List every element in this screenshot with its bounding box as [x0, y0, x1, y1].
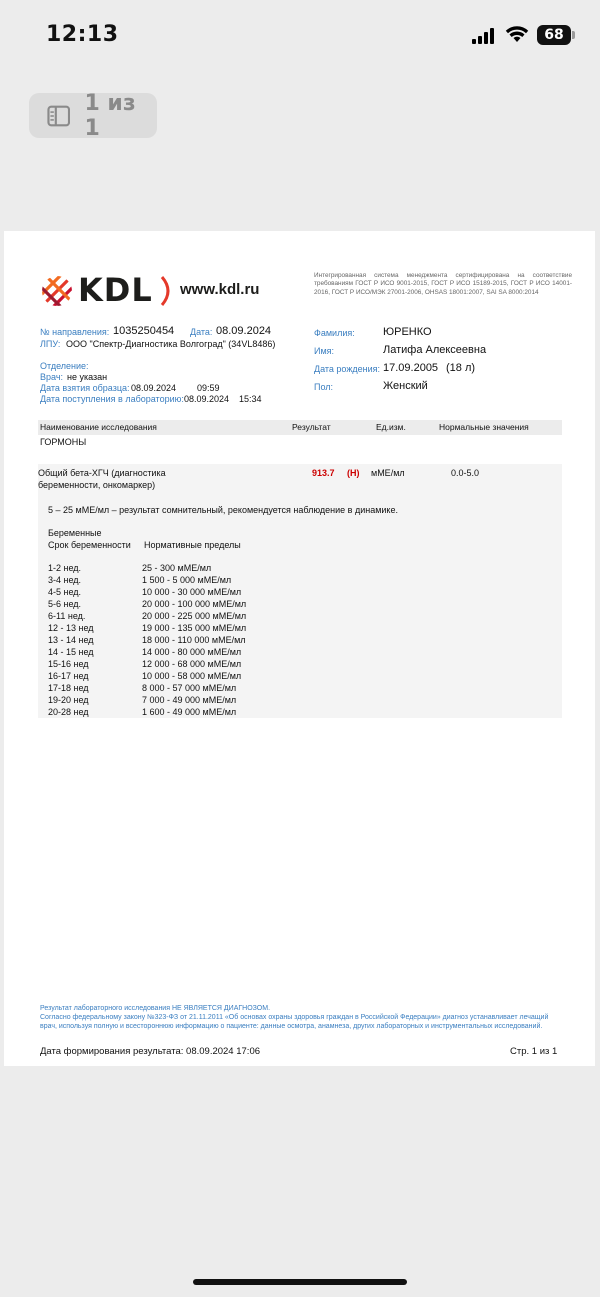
- lab-date-value: 08.09.2024: [184, 394, 230, 404]
- sample-time-value: 09:59: [197, 383, 220, 393]
- results-table-header: [38, 420, 562, 435]
- sex-label: Пол:: [314, 382, 334, 392]
- range-value: 14 000 - 80 000 мМЕ/мл: [142, 647, 242, 657]
- lab-time-value: 15:34: [239, 394, 262, 404]
- range-term: 16-17 нед: [48, 671, 89, 681]
- disclaimer: [40, 1004, 566, 1031]
- result-value: 913.7: [312, 468, 335, 478]
- test-name-line2: беременности, онкомаркер): [38, 480, 156, 490]
- birth-date-label: Дата рождения:: [314, 364, 380, 374]
- range-term: 5-6 нед.: [48, 599, 82, 609]
- range-term: 15-16 нед: [48, 659, 89, 669]
- range-term: 3-4 нед.: [48, 575, 82, 585]
- sample-date-label: Дата взятия образца:: [40, 383, 130, 393]
- range-value: 18 000 - 110 000 мМЕ/мл: [142, 635, 246, 645]
- doctor-label: Врач:: [40, 372, 64, 382]
- range-value: 25 - 300 мМЕ/мл: [142, 563, 212, 573]
- battery-tip: [572, 31, 575, 39]
- kdl-logo: [40, 271, 290, 311]
- range-term: 20-28 нед: [48, 707, 89, 717]
- range-term: 12 - 13 нед: [48, 623, 94, 633]
- kdl-url-link[interactable]: www.kdl.ru: [180, 281, 260, 298]
- result-norm: 0.0-5.0: [451, 468, 480, 478]
- range-value: 10 000 - 58 000 мМЕ/мл: [142, 671, 242, 681]
- result-flag: (H): [347, 468, 360, 478]
- range-term: 19-20 нед: [48, 695, 89, 705]
- certification-text: Интегрированная система менеджмента сертифицирована на соответствие требованиям ГОСТ Р ИСО 9001-2015, ГОСТ Р ИСО 15189-2015, ГОСТ Р ИСО 14001-2016, ГОСТ Р ИСО/МЭК 27001-2006, OHSAS 18001:2007, SAI SA 8000:2014: [314, 272, 572, 296]
- lab-date-label: Дата поступления в лабораторию:: [40, 394, 184, 404]
- range-value: 10 000 - 30 000 мМЕ/мл: [142, 587, 242, 597]
- page-indicator-button[interactable]: [29, 90, 157, 141]
- range-term: 1-2 нед.: [48, 563, 82, 573]
- birth-date-value: 17.09.2005: [383, 362, 439, 374]
- lpu-label: ЛПУ:: [40, 339, 61, 349]
- page-indicator-label: 1 из 1: [84, 90, 136, 141]
- limits-header: Нормативные пределы: [144, 540, 241, 550]
- result-comment: 5 – 25 мМЕ/мл – результат сомнительный, рекомендуется наблюдение в динамике.: [48, 505, 398, 515]
- sample-date-value: 08.09.2024: [131, 383, 177, 393]
- range-term: 4-5 нед.: [48, 587, 82, 597]
- referral-label: № направления:: [40, 327, 110, 337]
- result-box: [38, 464, 562, 718]
- wifi-icon: [505, 25, 529, 43]
- date-label: Дата:: [190, 327, 213, 337]
- battery-icon: 68: [537, 25, 571, 45]
- test-name-line1: Общий бета-ХГЧ (диагностика: [38, 468, 166, 478]
- page-number: Стр. 1 из 1: [510, 1046, 558, 1057]
- age-value: (18 л): [446, 362, 476, 374]
- range-value: 19 000 - 135 000 мМЕ/мл: [142, 623, 247, 633]
- sidebar-icon: [47, 105, 70, 127]
- col-norm-header: Нормальные значения: [439, 422, 529, 432]
- range-term: 13 - 14 нед: [48, 635, 94, 645]
- date-value: 08.09.2024: [216, 325, 272, 337]
- surname-value: ЮРЕНКО: [383, 326, 432, 338]
- range-value: 1 600 - 49 000 мМЕ/мл: [142, 707, 237, 717]
- pregnant-title: Беременные: [48, 528, 102, 538]
- disclaimer-line2: Согласно федеральному закону №323-ФЗ от 21.11.2011 «Об основах охраны здоровья граждан в Российской Федерации» диагноз устанавливает лечащий врач, используя полную и всестороннюю информацию о пациенте: данные осмотра, анамнеза, других лабораторных и инструментальных исследований.: [40, 1014, 549, 1030]
- range-value: 20 000 - 100 000 мМЕ/мл: [142, 599, 247, 609]
- range-term: 14 - 15 нед: [48, 647, 94, 657]
- sex-value: Женский: [383, 380, 428, 392]
- doctor-value: не указан: [67, 372, 108, 382]
- document-page: [4, 231, 595, 1066]
- range-term: 6-11 нед.: [48, 611, 86, 621]
- range-term: 17-18 нед: [48, 683, 89, 693]
- kdl-logo-icon: [40, 274, 76, 308]
- status-time: 12:13: [46, 22, 119, 47]
- name-label: Имя:: [314, 346, 335, 356]
- department-label: Отделение:: [40, 361, 89, 371]
- surname-label: Фамилия:: [314, 328, 355, 338]
- status-bar: [0, 0, 600, 72]
- lpu-value: ООО "Спектр-Диагностика Волгоград" (34VL8486): [66, 339, 276, 349]
- section-title: ГОРМОНЫ: [40, 437, 87, 447]
- result-unit: мМЕ/мл: [371, 468, 405, 478]
- cellular-signal-icon: [472, 28, 498, 44]
- chevron-right-icon: [160, 275, 176, 307]
- generated-date: Дата формирования результата: 08.09.2024 17:06: [40, 1046, 261, 1057]
- name-value: Латифа Алексеевна: [383, 344, 487, 356]
- kdl-brand: KDL: [78, 271, 153, 309]
- col-name-header: Наименование исследования: [40, 422, 157, 432]
- disclaimer-line1: Результат лабораторного исследования НЕ ЯВЛЯЕТСЯ ДИАГНОЗОМ.: [40, 1005, 271, 1012]
- col-result-header: Результат: [292, 422, 331, 432]
- range-value: 1 500 - 5 000 мМЕ/мл: [142, 575, 232, 585]
- referral-value: 1035250454: [113, 325, 175, 337]
- home-indicator[interactable]: [193, 1279, 407, 1285]
- term-header: Срок беременности: [48, 540, 131, 550]
- range-value: 12 000 - 68 000 мМЕ/мл: [142, 659, 242, 669]
- range-value: 7 000 - 49 000 мМЕ/мл: [142, 695, 237, 705]
- range-value: 8 000 - 57 000 мМЕ/мл: [142, 683, 237, 693]
- col-unit-header: Ед.изм.: [376, 422, 406, 432]
- range-value: 20 000 - 225 000 мМЕ/мл: [142, 611, 247, 621]
